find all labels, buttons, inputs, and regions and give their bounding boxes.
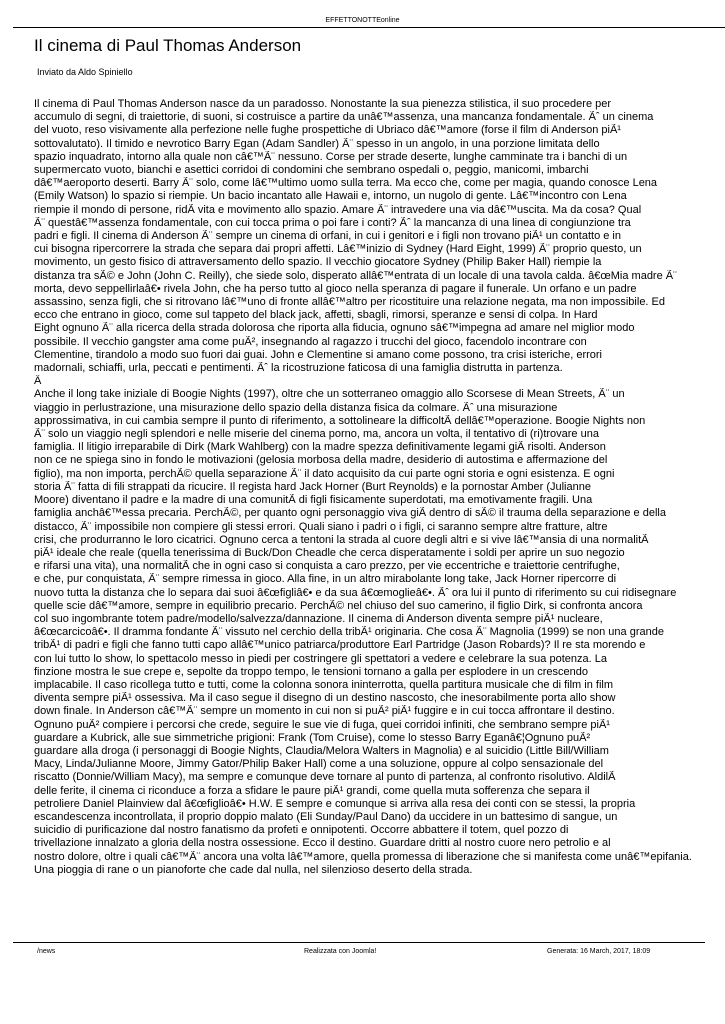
article-text-line: â€œcarcicoâ€•. Il dramma fondante Ã¨ vissuto nel cerchio della tribÃ¹ originaria. Che cosa Ã¨ Magnolia (1999) se non una grande	[34, 626, 664, 639]
article-text-line: sottovalutato). Il timido e nevrotico Barry Egan (Adam Sandler) Ã¨ spesso in un angolo, in una porzione limitata dello	[34, 137, 600, 150]
article-text-line: possibile. Il vecchio gangster ama come puÃ², insegnando al ragazzo i trucchi del gioco, facendolo incontrare con	[34, 335, 587, 348]
footer-path: /news	[37, 948, 56, 955]
article-text-line: nuovo tutta la distanza che lo separa dai suoi â€œfigliâ€• e da sua â€œmoglieâ€•. Ãˆ ora lui il punto di riferimento su cui ridisegnare	[34, 586, 677, 599]
article-byline: Inviato da Aldo Spiniello	[37, 67, 133, 77]
article-text-line: storia Ã¨ fatta di fili strappati da ricucire. Il regista hard Jack Horner (Burt Reynolds) e la pornostar Amber (Julianne	[34, 480, 591, 493]
article-text-line: dâ€™aeroporto deserti. Barry Ã¨ solo, come lâ€™ultimo uomo sulla terra. Ma ecco che, come per magia, quando conosce Lena	[34, 177, 658, 190]
article-text-line: finzione mostra le sue crepe e, sepolte da troppo tempo, le tensioni tornano a galla per esplodere in un crescendo	[34, 665, 589, 678]
article-text-line: padri e figli. Il cinema di Anderson Ã¨ sempre un cinema di orfani, in cui i genitori e i figli non trovano piÃ¹ un contatto e in	[34, 230, 621, 243]
article-text-line: implacabile. Il caso ricollega tutto e tutti, come la colonna sonora ininterrotta, quella partitura musicale che di film in film	[34, 678, 613, 691]
article-text-line: viaggio in perlustrazione, una misurazione dello spazio della distanza fisica da colmare. Ãˆ una misurazione	[34, 401, 558, 414]
article-text-line: e che, pur conquistata, Ã¨ sempre rimessa in gioco. Alla fine, in un altro mirabolante long take, Jack Horner ripercorre di	[34, 573, 617, 586]
article-text-line: guardare alla droga (i personaggi di Boogie Nights, Claudia/Melora Walters in Magnolia) e al suicidio (Little Bill/William	[34, 744, 609, 757]
article-text-line: (Emily Watson) lo spazio si riempie. Un bacio incantato alle Hawaii e, intorno, un nugolo di gente. Lâ€™incontro con Lena	[34, 190, 627, 203]
article-text-line: diventa sempre piÃ¹ ossessiva. Ma il caso segue il disegno di un destino nascosto, che inesorabilmente porta allo show	[34, 692, 616, 705]
article-text-line: delle ferite, il cinema ci riconduce a forza a sfidare le paure piÃ¹ grandi, come quella muta sofferenza che separa il	[34, 784, 590, 797]
article-text-line: Eight ognuno Ã¨ alla ricerca della strada dolorosa che riporta alla fiducia, ognuno sâ€™impegna ad amare nel miglior modo	[34, 322, 635, 335]
article-text-line: petroliere Daniel Plainview dal â€œfiglioâ€• H.W. E sempre e comunque si arriva alla resa dei conti con se stessi, la propria	[34, 797, 636, 810]
article-text-line: Macy, Linda/Julianne Moore, Jimmy Gator/Philip Baker Hall) come a una soluzione, oppure al colpo sensazionale del	[34, 758, 604, 771]
article-text-line: riscatto (Donnie/William Macy), ma sempre e comunque deve tornare al punto di partenza, al confronto risolutivo. AldilÃ	[34, 771, 616, 784]
article-text-line: Ognuno puÃ² compiere i percorsi che crede, seguire le sue vie di fuga, quei corridoi infiniti, che sembrano sempre piÃ¹	[34, 718, 610, 731]
article-text-line: tribÃ¹ di padri e figli che fanno tutti capo allâ€™unico patriarca/produttore Earl Partridge (Jason Robards)? Il re sta morendo e	[34, 639, 646, 652]
article-text-line: del vuoto, reso visivamente alla perfezione nelle fughe prospettiche di Ubriaco dâ€™amore (forse il film di Anderson piÃ¹	[34, 124, 621, 137]
footer-divider	[13, 942, 705, 943]
article-body	[34, 98, 725, 877]
article-title: Il cinema di Paul Thomas Anderson	[34, 36, 302, 55]
article-text-line: Moore) diventano il padre e la madre di una comunitÃ di figli fisicamente superdotati, ma emotivamente fragili. Una	[34, 494, 593, 507]
article-text-line: piÃ¹ ideale che reale (quella tenerissima di Buck/Don Cheadle che cerca disperatamente i soldi per aprire un suo negozio	[34, 546, 625, 559]
article-text-line: quelle scie dâ€™amore, sempre in equilibrio precario. PerchÃ© nel chiuso del suo camerino, il figlio Dirk, si confronta ancora	[34, 599, 643, 612]
article-text-line: Ã¨ questâ€™assenza fondamentale, con cui tocca prima o poi fare i conti? Ãˆ la mancanza di una linea di congiunzione tra	[34, 216, 631, 229]
article-text-line: spazio inquadrato, intorno alla quale non câ€™Ã¨ nessuno. Corse per strade deserte, lunghe camminate tra i banchi di un	[34, 150, 628, 163]
header-divider	[13, 27, 725, 28]
article-text-line: movimento, un gesto fisico di attraversamento dello spazio. Il vecchio giocatore Sydney (Philip Baker Hall) riempie la	[34, 256, 602, 269]
article-text-line: famiglia anchâ€™essa precaria. PerchÃ©, per quanto ogni personaggio viva giÃ dentro di sÃ© il trauma della separazione e della	[34, 507, 666, 520]
article-text-line: trivellazione innalzato a gloria della nostra ossessione. Ecco il destino. Guardare dritti al nostro cuore nero petrolio e al	[34, 837, 611, 850]
article-text-line: supermercato vuoto, bianchi e asettici corridoi di condomini che sembrano ospedali o, peggio, manicomi, imbarchi	[34, 164, 589, 177]
article-text-line: e rifarsi una vita), una normalitÃ che in ogni caso si conquista a caro prezzo, per vie eccentriche e traiettorie centrifughe,	[34, 560, 620, 573]
article-text-line: Una pioggia di rane o un pianoforte che cade dal nulla, nel silenzioso deserto della strada.	[34, 863, 473, 876]
article-text-line: cui bisogna ripercorrere la strada che separa dai propri affetti. Lâ€™inizio di Sydney (Hard Eight, 1999) Ã¨ proprio questo, un	[34, 243, 642, 256]
article-text-line: nostro dolore, oltre i quali câ€™Ã¨ ancora una volta lâ€™amore, quella promessa di liberazione che si manifesta come unâ€™epifania.	[34, 850, 692, 863]
article-text-line: distanza tra sÃ© e John (John C. Reilly), che siede solo, disperato allâ€™entrata di un locale di una tavola calda. â€œMia madre Ã¨	[34, 269, 677, 282]
article-text-line: ecco che entrano in gioco, come sul tappeto del black jack, affetti, sbagli, rimorsi, speranze e sensi di colpa. In Hard	[34, 309, 598, 322]
article-text-line: approssimativa, in cui cambia sempre il punto di riferimento, a sottolineare la difficoltÃ dellâ€™operazione. Boogie Nights non	[34, 414, 646, 427]
article-text-line: famiglia. Il litigio irreparabile di Dirk (Mark Wahlberg) con la madre spezza definitivamente legami giÃ risolti. Anderson	[34, 441, 606, 454]
site-header: EFFETTONOTTEonline	[325, 17, 400, 24]
article-text-line: Â	[34, 375, 42, 388]
article-text-line: non ce ne spiega sino in fondo le motivazioni (gelosia morbosa della madre, desiderio di autostima e affermazione del	[34, 454, 608, 467]
article-text-line: Anche il long take iniziale di Boogie Nights (1997), oltre che un sotterraneo omaggio allo Scorsese di Mean Streets, Ã¨ un	[34, 388, 625, 401]
article-text-line: Il cinema di Paul Thomas Anderson nasce da un paradosso. Nonostante la sua pienezza stilistica, il suo procedere per	[34, 98, 612, 110]
article-text-line: guardare a Kubrick, alle sue simmetriche prigioni: Frank (Tom Cruise), come lo stesso Barry Eganâ€¦Ognuno puÃ²	[34, 731, 591, 744]
article-text-line: madornali, schiaffi, urla, peccati e pentimenti. Ãˆ la ricostruzione faticosa di una famiglia distrutta in partenza.	[34, 362, 563, 375]
article-text-line: Clementine, tirandolo a modo suo fuori dai guai. John e Clementine si amano come possono, tra crisi isteriche, errori	[34, 348, 603, 361]
article-text-line: con lui tutto lo show, lo spettacolo messo in piedi per costringere gli spettatori a vedere e celebrare la sua potenza. La	[34, 652, 607, 665]
article-text-line: riempie il mondo di persone, ridÃ vita e movimento allo spazio. Amare Ã¨ intravedere una via dâ€™uscita. Ma da cosa? Qual	[34, 203, 642, 216]
article-text-line: accumulo di segni, di traiettorie, di suoni, si costruisce a partire da unâ€™assenza, una mancanza fondamentale. Ãˆ un cinema	[34, 111, 654, 124]
article-text-line: Ã¨ solo un viaggio negli splendori e nelle miserie del cinema porno, ma, ancora un volta, il tentativo di (ri)trovare una	[34, 428, 599, 441]
footer-generated-date: Generata: 16 March, 2017, 18:09	[547, 948, 651, 955]
article-text-line: morta, devo seppellirlaâ€• rivela John, che ha perso tutto al gioco nella speranza di pagare il funerale. Un orfano e un padre	[34, 282, 637, 295]
article-text-line: escandescenza incontrollata, il proprio doppio malato (Eli Sunday/Paul Dano) da uccidere in un battesimo di sangue, un	[34, 810, 618, 823]
footer-powered-by: Realizzata con Joomla!	[304, 948, 377, 955]
article-text-line: down finale. In Anderson câ€™Ã¨ sempre un momento in cui non si puÃ² piÃ¹ fuggire e in cui tocca affrontare il destino.	[34, 705, 615, 718]
article-text-line: distacco, Ã¨ impossibile non compiere gli stessi errori. Quali siano i padri o i figli, ci saranno sempre altre fratture, altre	[34, 520, 608, 533]
article-text-line: suicidio di purificazione dal nostro fanatismo da profeti e onnipotenti. Occorre abbattere il totem, quel pozzo di	[34, 824, 569, 837]
article-text-line: assassino, senza figli, che si ritrovano lâ€™uno di fronte allâ€™altro per ricostituire una relazione negata, ma non impossibile. Ed	[34, 296, 666, 309]
article-text-line: crisi, che produrranno le loro cicatrici. Ognuno cerca a tentoni la strada al cuore degli altri e si vive lâ€™ansia di una normalitÃ	[34, 533, 649, 546]
article-text-line: col suo ingombrante totem padre/modello/salvezza/dannazione. Il cinema di Anderson diventa sempre piÃ¹ nucleare,	[34, 612, 603, 625]
article-text-line: figlio), ma non importa, perchÃ© quella separazione Ã¨ il dato acquisito da cui parte ogni storia e ogni esistenza. E ogni	[34, 467, 615, 480]
